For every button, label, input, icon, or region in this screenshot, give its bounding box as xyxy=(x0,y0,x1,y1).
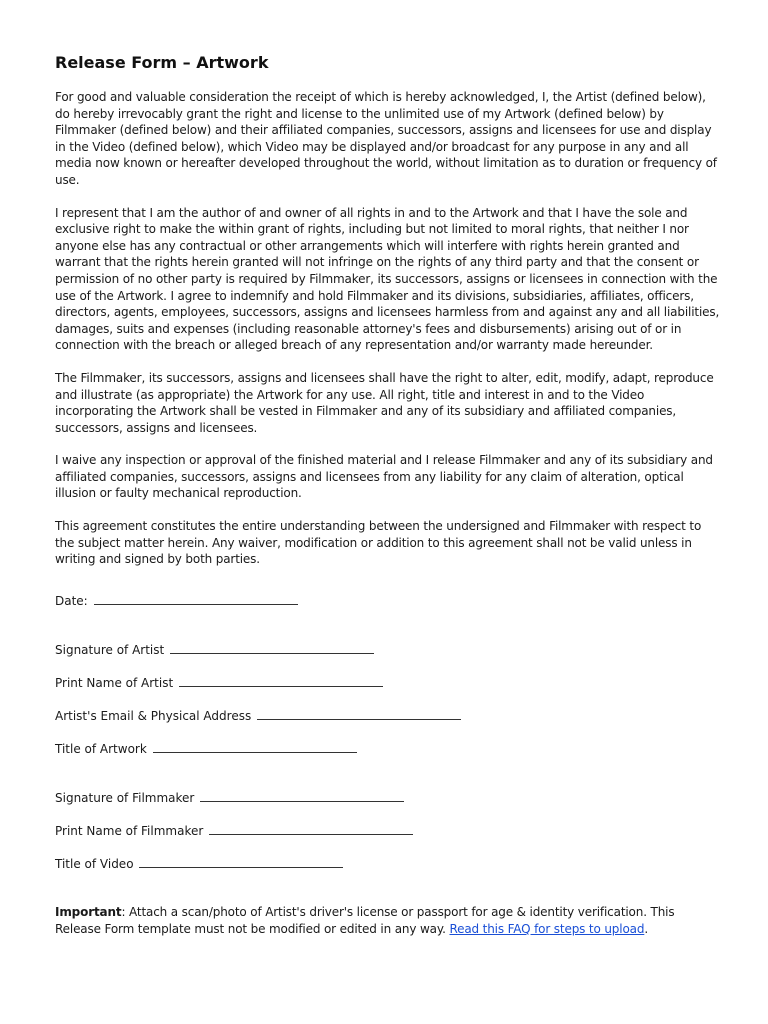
important-text: : Attach a scan/photo of Artist's driver's license or passport for age & identity verification. This Release Form template must not be modified or edited in any way. xyxy=(55,904,675,936)
signature-artist-line[interactable] xyxy=(170,641,374,654)
important-end: . xyxy=(644,921,648,936)
important-note xyxy=(55,904,720,938)
signature-filmmaker-line[interactable] xyxy=(200,789,404,802)
artist-email-address-field[interactable] xyxy=(55,707,720,723)
paragraph-rights: The Filmmaker, its successors, assigns and licensees shall have the right to alter, edit, modify, adapt, reproduce and illustrate (as appropriate) the Artwork for any use. All right, title and interest in and to the Video incorporating the Artwork shall be vested in Filmmaker and any of its subsidiary and affiliated companies, successors, assigns and licensees. xyxy=(55,370,714,435)
print-name-filmmaker-field[interactable] xyxy=(55,822,720,838)
print-name-filmmaker-line[interactable] xyxy=(209,822,413,835)
print-name-filmmaker-label: Print Name of Filmmaker xyxy=(55,823,208,838)
print-name-artist-line[interactable] xyxy=(179,674,383,687)
artist-email-address-line[interactable] xyxy=(257,707,461,720)
artist-email-address-label: Artist's Email & Physical Address xyxy=(55,708,256,723)
paragraph-waiver: I waive any inspection or approval of the finished material and I release Filmmaker and any of its subsidiary and affiliated companies, successors, assigns and licensees from any liability for any claim of alteration, optical illusion or faulty mechanical reproduction. xyxy=(55,453,713,501)
title-artwork-field[interactable] xyxy=(55,740,720,756)
faq-link[interactable]: Read this FAQ for steps to upload xyxy=(449,921,645,936)
date-field[interactable] xyxy=(55,592,720,608)
title-video-field[interactable] xyxy=(55,855,720,871)
title-video-label: Title of Video xyxy=(55,856,138,871)
title-video-line[interactable] xyxy=(139,855,343,868)
document-title: Release Form – Artwork xyxy=(55,53,269,72)
important-label: Important xyxy=(55,904,122,919)
paragraph-agreement: This agreement constitutes the entire understanding between the undersigned and Filmmaker with respect to the subject matter herein. Any waiver, modification or addition to this agreement shall not be valid unless in writing and signed by both parties. xyxy=(55,519,702,567)
print-name-artist-label: Print Name of Artist xyxy=(55,675,177,690)
signature-fields xyxy=(55,592,720,871)
date-label: Date: xyxy=(55,593,92,608)
date-line[interactable] xyxy=(94,592,298,605)
signature-artist-field[interactable] xyxy=(55,641,720,657)
signature-artist-label: Signature of Artist xyxy=(55,642,169,657)
title-artwork-label: Title of Artwork xyxy=(55,741,151,756)
paragraph-representation: I represent that I am the author of and owner of all rights in and to the Artwork and that I have the sole and exclusive right to make the within grant of rights, including but not limited to moral rights, that neither I nor anyone else has any contractual or other arrangements which will interfere with rights herein granted and warrant that the rights herein granted will not infringe on the rights of any third party and that the consent or permission of no other party is required by Filmmaker, its successors, assigns or licensees in connection with the use of the Artwork. I agree to indemnify and hold Filmmaker and its divisions, subsidiaries, affiliates, officers, directors, agents, employees, successors, assigns and licensees harmless from and against any and all liabilities, damages, suits and expenses (including reasonable attorney's fees and disbursements) arising out of or in connection with the breach or alleged breach of any representation and/or warranty made hereunder. xyxy=(55,205,720,353)
paragraph-grant: For good and valuable consideration the receipt of which is hereby acknowledged, I, the Artist (defined below), do hereby irrevocably grant the right and license to the unlimited use of my Artwork (defined below) by Filmmaker (defined below) and their affiliated companies, successors, assigns and licensees for use and display in the Video (defined below), which Video may be displayed and/or broadcast for any purpose in any and all media now known or hereafter developed throughout the world, without limitation as to duration or frequency of use. xyxy=(55,90,717,187)
release-form-document xyxy=(55,52,720,938)
signature-filmmaker-label: Signature of Filmmaker xyxy=(55,790,199,805)
title-artwork-line[interactable] xyxy=(153,740,357,753)
print-name-artist-field[interactable] xyxy=(55,674,720,690)
signature-filmmaker-field[interactable] xyxy=(55,789,720,805)
